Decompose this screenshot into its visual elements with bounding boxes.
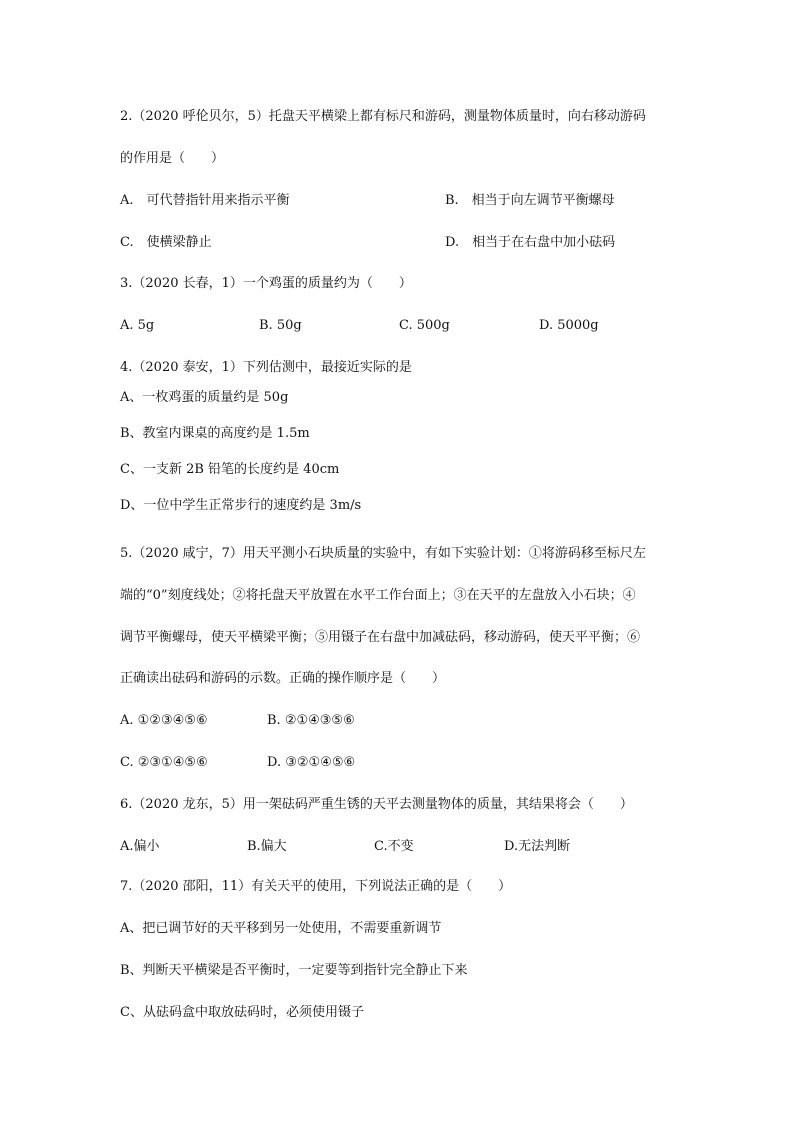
q4-option-d: D、一位中学生正常步行的速度约是 3m/s xyxy=(120,498,362,513)
q4-option-c: C、一支新 2B 铅笔的长度约是 40cm xyxy=(120,462,340,477)
q2-option-c: C. 使横梁静止 xyxy=(120,235,212,250)
q2-option-d: D. 相当于在右盘中加小砝码 xyxy=(445,235,616,250)
q2-option-a: A. 可代替指针用来指示平衡 xyxy=(120,193,290,208)
q5-stem-line3: 调节平衡螺母，使天平横梁平衡；⑤用镊子在右盘中加减砝码，移动游码，使天平平衡；⑥ xyxy=(120,630,641,645)
q6-option-a: A.偏小 xyxy=(120,839,160,854)
q5-stem-line1: 5.（2020 咸宁，7）用天平测小石块质量的实验中，有如下实验计划：①将游码移至标尺左 xyxy=(120,546,646,561)
q6-option-d: D.无法判断 xyxy=(504,839,571,854)
q3-option-a: A. 5g xyxy=(120,318,155,333)
q3-stem: 3.（2020 长春，1）一个鸡蛋的质量约为（ ） xyxy=(120,276,412,291)
q4-option-b: B、教室内课桌的高度约是 1.5m xyxy=(120,426,310,441)
q6-stem: 6.（2020 龙东，5）用一架砝码严重生锈的天平去测量物体的质量，其结果将会（ ） xyxy=(120,797,633,812)
q2-option-b: B. 相当于向左调节平衡螺母 xyxy=(445,193,615,208)
q7-option-a: A、把已调节好的天平移到另一处使用，不需要重新调节 xyxy=(120,921,442,936)
q5-option-d: D. ③②①④⑤⑥ xyxy=(267,755,356,770)
q6-option-b: B.偏大 xyxy=(247,839,287,854)
q5-option-b: B. ②①④③⑤⑥ xyxy=(267,713,355,728)
q4-option-a: A、一枚鸡蛋的质量约是 50g xyxy=(120,390,289,405)
q7-option-b: B、判断天平横梁是否平衡时，一定要等到指针完全静止下来 xyxy=(120,963,468,978)
q5-option-c: C. ②③①④⑤⑥ xyxy=(120,755,208,770)
q6-option-c: C.不变 xyxy=(374,839,414,854)
q4-stem: 4.（2020 泰安，1）下列估测中，最接近实际的是 xyxy=(120,360,412,375)
q5-stem-line2: 端的“0”刻度线处；②将托盘天平放置在水平工作台面上；③在天平的左盘放入小石块；④ xyxy=(120,588,636,603)
q2-stem-line1: 2.（2020 呼伦贝尔，5）托盘天平横梁上都有标尺和游码，测量物体质量时，向右移动游码 xyxy=(120,109,646,124)
q7-option-c: C、从砝码盒中取放砝码时，必须使用镊子 xyxy=(120,1005,364,1020)
q7-stem: 7.（2020 邵阳，11）有关天平的使用，下列说法正确的是（ ） xyxy=(120,879,512,894)
q3-option-c: C. 500g xyxy=(399,318,450,333)
q5-stem-line4: 正确读出砝码和游码的示数。正确的操作顺序是（ ） xyxy=(120,671,446,686)
q5-option-a: A. ①②③④⑤⑥ xyxy=(120,713,208,728)
q3-option-d: D. 5000g xyxy=(539,318,599,333)
q2-stem-line2: 的作用是（ ） xyxy=(120,151,225,166)
q3-option-b: B. 50g xyxy=(259,318,302,333)
